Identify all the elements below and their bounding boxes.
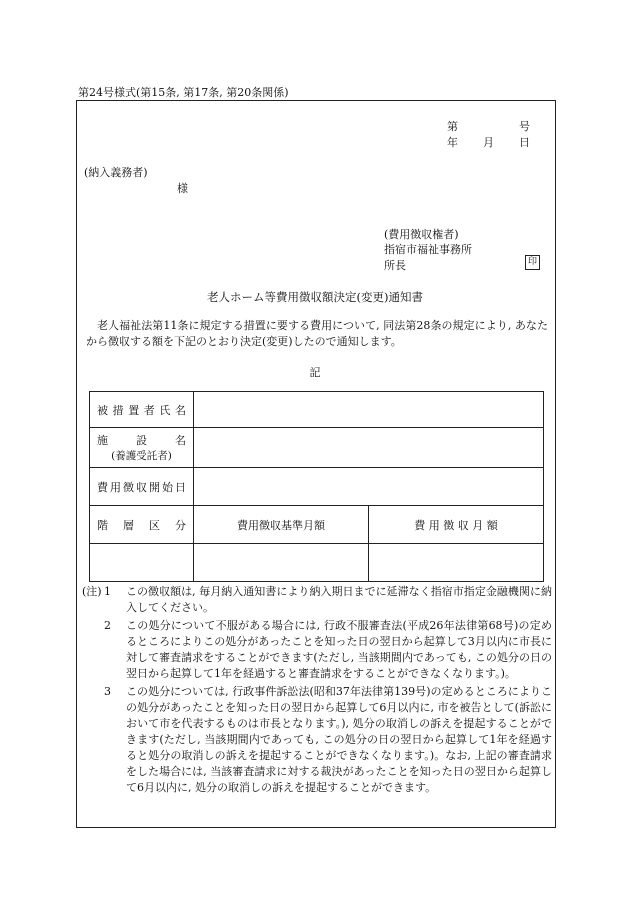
label-cell-start	[90, 468, 194, 506]
subject-name-label: 被 措 置 者 氏 名	[97, 403, 186, 417]
payer-label: (納入義務者)	[84, 166, 148, 179]
note-item	[82, 618, 552, 682]
doc-number-suffix: 号	[519, 120, 530, 133]
seal-mark: 印	[525, 255, 540, 270]
payer-honorific: 様	[177, 182, 188, 195]
note-item	[82, 584, 552, 616]
start-date-value[interactable]	[194, 468, 544, 506]
note-item	[82, 684, 552, 796]
facility-name-value[interactable]	[194, 428, 544, 468]
date-day: 日	[519, 136, 530, 149]
table-row	[90, 506, 544, 544]
note-text: この処分については, 行政事件訴訟法(昭和37年法律第139号)の定めるところによりこの処分があったことを知った日の翌日から起算して6月以内に, 市を被告として(訴訟において市を代表するものは市長となります。), 処分の取消しの訴えを提起することができます(ただし, 当該期間内であっても, この処分の日の翌日から起算して1年を経過すると処分の取消しの訴えを提起することができなくなります。)。なお, 上記の審査請求をした場合には, 当該審査請求に対する裁決があったことを知った日の翌日から起算して6月以内に, 処分の取消しの訴えを提起することができます。	[126, 685, 552, 794]
label-cell-tier	[90, 506, 194, 544]
note-number: 1	[104, 585, 111, 598]
tier-label: 階 層 区 分	[97, 518, 186, 532]
date-year: 年	[447, 136, 458, 149]
monthly-amount-value[interactable]	[369, 544, 544, 582]
base-monthly-value[interactable]	[194, 544, 369, 582]
body-text: 老人福祉法第11条に規定する措置に要する費用について, 同法第28条の規定により, あなたから徴収する額を下記のとおり決定(変更)したので通知します。	[86, 319, 548, 348]
table-row	[90, 392, 544, 428]
label-cell-facility	[90, 428, 194, 468]
facility-sub-label: (養護受託者)	[111, 450, 172, 462]
facility-name-label: 施 設 名	[97, 434, 186, 447]
document-title: 老人ホーム等費用徴収額決定(変更)通知書	[207, 290, 423, 304]
collector-title: 所長	[384, 259, 406, 272]
note-number: 3	[104, 685, 111, 698]
monthly-amount-header: 費 用 徴 収 月 額	[369, 506, 544, 544]
collector-label: (費用徴収権者)	[384, 228, 459, 241]
ki-mark: 記	[309, 366, 321, 379]
table-row	[90, 468, 544, 506]
date-month: 月	[483, 136, 494, 149]
base-monthly-header: 費用徴収基準月額	[194, 506, 369, 544]
notes-prefix: (注)	[82, 585, 102, 598]
note-text: この処分について不服がある場合には, 行政不服審査法(平成26年法律第68号)の定めるところによりこの処分があったことを知った日の翌日から起算して3月以内に市長に対して審査請求をすることができます(ただし, 当該期間内であっても, この処分の日の翌日から起算して1年を経過すると審査請求をすることができなくなります。)。	[126, 619, 552, 680]
form-number: 第24号様式(第15条, 第17条, 第20条関係)	[78, 86, 289, 99]
label-cell-subject	[90, 392, 194, 428]
note-number: 2	[104, 619, 111, 632]
details-table	[89, 391, 544, 582]
notes-section	[82, 584, 552, 798]
table-row	[90, 544, 544, 582]
collector-office: 指宿市福祉事務所	[384, 243, 472, 256]
doc-number-prefix: 第	[447, 120, 458, 133]
tier-value[interactable]	[90, 544, 194, 582]
note-text: この徴収額は, 毎月納入通知書により納入期日までに延滞なく指宿市指定金融機関に納入してください。	[126, 585, 552, 614]
subject-name-value[interactable]	[194, 392, 544, 428]
table-row	[90, 428, 544, 468]
start-date-label: 費 用 徴 収 開 始 日	[97, 480, 186, 494]
